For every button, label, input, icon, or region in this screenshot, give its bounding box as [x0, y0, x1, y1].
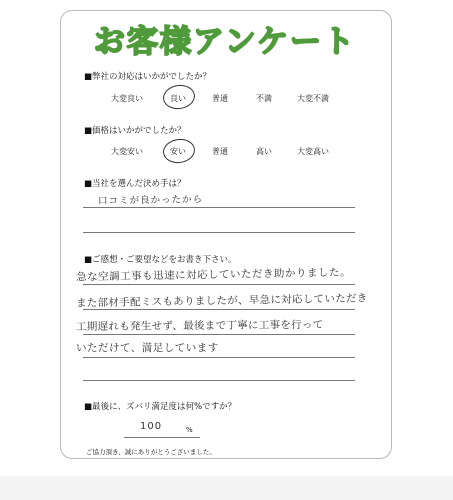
- question-satisfaction: ■最後に、ズバリ満足度は何%ですか？: [84, 402, 237, 412]
- option-price-very-expensive[interactable]: 大変高い: [297, 147, 329, 156]
- handwritten-comment-line: また部材手配ミスもありましたが、早急に対応していただき: [75, 292, 368, 310]
- option-price-expensive[interactable]: 高い: [256, 147, 272, 156]
- page-title: お客様アンケート: [93, 24, 357, 60]
- option-price-normal[interactable]: 普通: [212, 147, 228, 156]
- answer-line: [83, 357, 355, 358]
- option-price-cheap[interactable]: 安い: [170, 147, 186, 156]
- answer-line: [83, 334, 355, 335]
- bottom-strip: [0, 476, 453, 500]
- percent-unit: %: [186, 426, 193, 434]
- option-price-very-cheap[interactable]: 大変安い: [111, 147, 143, 156]
- option-service-bad[interactable]: 不満: [256, 94, 272, 103]
- question-deciding-factor: ■当社を選んだ決め手は？: [84, 179, 186, 189]
- question-comments: ■ご感想・ご要望などをお書き下さい。: [84, 255, 237, 265]
- answer-line: [124, 437, 200, 438]
- answer-line: [83, 309, 355, 310]
- handwritten-comment-line: 工期遅れも発生せず、最後まで丁寧に工事を行って: [75, 318, 324, 334]
- handwritten-comment-line: いただけて、満足しています: [76, 342, 219, 354]
- option-service-very-bad[interactable]: 大変不満: [297, 94, 329, 103]
- handwritten-answer-deciding-factor: 口コミが良かったから: [97, 194, 204, 207]
- answer-line: [83, 380, 355, 381]
- handwritten-satisfaction-value: 100: [140, 421, 163, 432]
- option-service-very-good[interactable]: 大変良い: [111, 94, 143, 103]
- question-price: ■価格はいかがでしたか？: [84, 126, 186, 136]
- answer-line: [83, 284, 355, 285]
- answer-line: [83, 207, 355, 208]
- option-service-good[interactable]: 良い: [170, 94, 186, 103]
- answer-line: [83, 232, 355, 233]
- handwritten-comment-line: 急な空調工事も迅速に対応していただき助かりました。: [75, 266, 352, 284]
- option-service-normal[interactable]: 普通: [212, 94, 228, 103]
- thank-you-note: ご協力頂き、誠にありがとうございました。: [86, 448, 216, 456]
- question-service: ■弊社の対応はいかがでしたか？: [84, 72, 212, 82]
